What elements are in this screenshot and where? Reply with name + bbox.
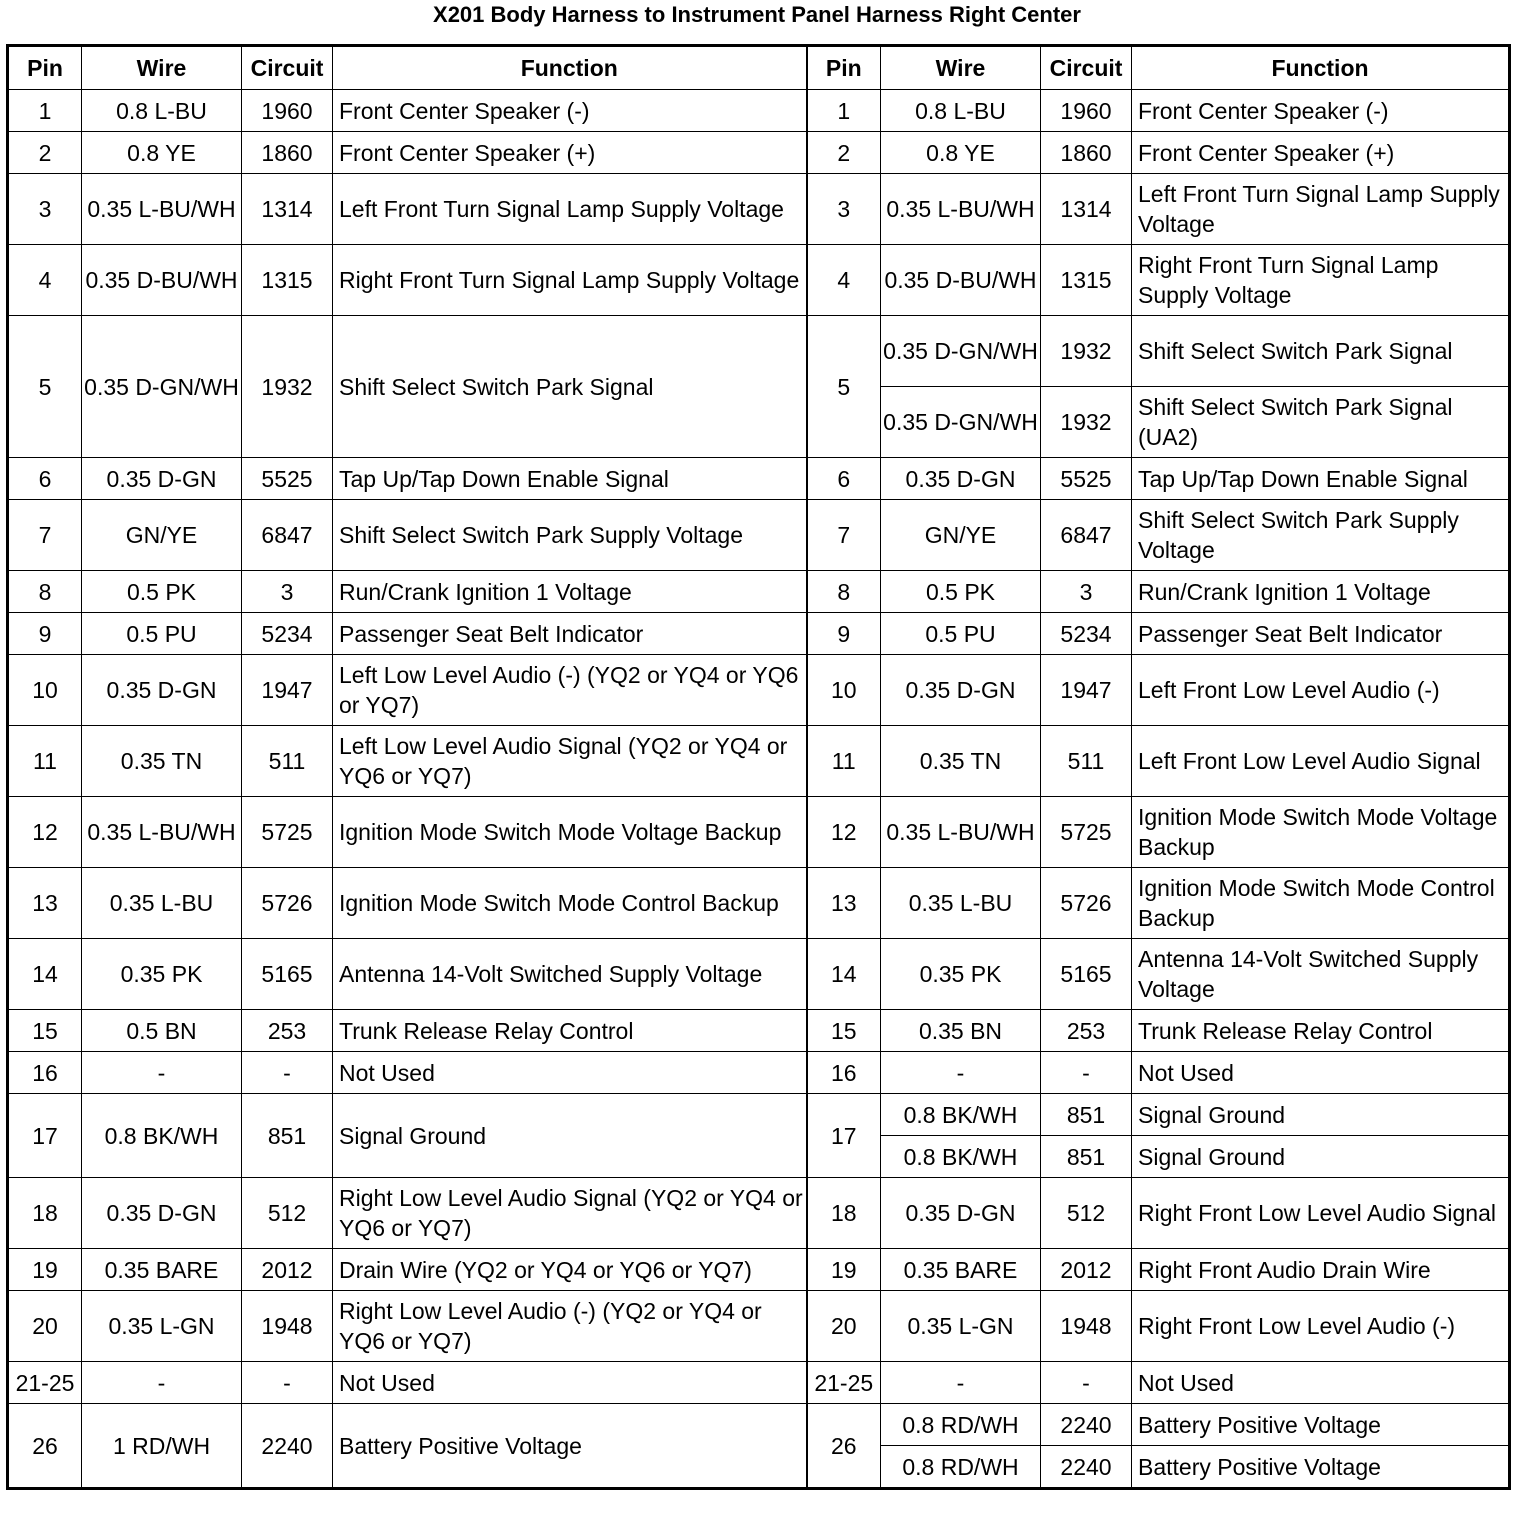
circuit-cell: 1932	[242, 316, 333, 458]
function-cell: Antenna 14-Volt Switched Supply Voltage	[333, 939, 807, 1010]
circuit-cell: -	[1041, 1362, 1132, 1404]
function-cell: Left Low Level Audio Signal (YQ2 or YQ4 or YQ6 or YQ7)	[333, 726, 807, 797]
pin-cell: 1	[8, 90, 82, 132]
pin-cell: 9	[8, 613, 82, 655]
table-row	[8, 939, 1510, 1010]
function-cell: Front Center Speaker (-)	[1132, 90, 1510, 132]
table-row	[8, 1362, 1510, 1404]
table-row	[8, 726, 1510, 797]
function-cell: Tap Up/Tap Down Enable Signal	[1132, 458, 1510, 500]
wire-cell: 0.8 BK/WH	[82, 1094, 242, 1178]
pin-cell: 21-25	[8, 1362, 82, 1404]
circuit-cell: 1948	[1041, 1291, 1132, 1362]
function-cell: Front Center Speaker (+)	[1132, 132, 1510, 174]
circuit-cell: 3	[242, 571, 333, 613]
pin-cell: 12	[8, 797, 82, 868]
function-cell: Right Front Turn Signal Lamp Supply Voltage	[1132, 245, 1510, 316]
function-cell: Drain Wire (YQ2 or YQ4 or YQ6 or YQ7)	[333, 1249, 807, 1291]
wire-cell: 0.35 BARE	[82, 1249, 242, 1291]
pin-cell: 13	[8, 868, 82, 939]
circuit-cell: 1960	[1041, 90, 1132, 132]
pin-cell: 15	[8, 1010, 82, 1052]
wire-cell: 0.8 RD/WH	[881, 1446, 1041, 1489]
circuit-cell: -	[242, 1052, 333, 1094]
wire-cell: 0.35 TN	[881, 726, 1041, 797]
wire-cell: 0.35 D-GN/WH	[82, 316, 242, 458]
wire-cell: 1 RD/WH	[82, 1404, 242, 1489]
circuit-cell: 5726	[242, 868, 333, 939]
header-function-left: Function	[333, 46, 807, 90]
wire-cell: GN/YE	[881, 500, 1041, 571]
table-row	[8, 1291, 1510, 1362]
pin-cell: 5	[807, 316, 881, 458]
wire-cell: 0.35 L-BU/WH	[82, 174, 242, 245]
function-cell: Trunk Release Relay Control	[333, 1010, 807, 1052]
pin-cell: 20	[807, 1291, 881, 1362]
wire-cell: 0.8 RD/WH	[881, 1404, 1041, 1446]
function-cell: Ignition Mode Switch Mode Control Backup	[333, 868, 807, 939]
page-title: X201 Body Harness to Instrument Panel Harness Right Center	[433, 2, 1081, 27]
wire-cell: 0.35 D-BU/WH	[82, 245, 242, 316]
pin-cell: 9	[807, 613, 881, 655]
function-cell: Right Low Level Audio Signal (YQ2 or YQ4 or YQ6 or YQ7)	[333, 1178, 807, 1249]
table-row	[8, 174, 1510, 245]
header-row	[8, 46, 1510, 90]
pin-cell: 4	[807, 245, 881, 316]
wire-cell: 0.35 PK	[881, 939, 1041, 1010]
circuit-cell: 1314	[242, 174, 333, 245]
circuit-cell: 2240	[1041, 1404, 1132, 1446]
wire-cell: 0.35 D-GN	[881, 655, 1041, 726]
connector-pin-table	[6, 44, 1511, 1490]
pin-cell: 13	[807, 868, 881, 939]
function-cell: Battery Positive Voltage	[1132, 1404, 1510, 1446]
table-row	[8, 797, 1510, 868]
pin-cell: 6	[807, 458, 881, 500]
function-cell: Left Front Turn Signal Lamp Supply Voltage	[333, 174, 807, 245]
function-cell: Not Used	[1132, 1362, 1510, 1404]
wire-cell: 0.35 D-GN	[82, 655, 242, 726]
function-cell: Right Front Low Level Audio (-)	[1132, 1291, 1510, 1362]
wire-cell: 0.8 YE	[82, 132, 242, 174]
pin-cell: 4	[8, 245, 82, 316]
circuit-cell: -	[242, 1362, 333, 1404]
circuit-cell: 5165	[242, 939, 333, 1010]
pin-cell: 19	[8, 1249, 82, 1291]
circuit-cell: 1960	[242, 90, 333, 132]
wire-cell: 0.8 BK/WH	[881, 1136, 1041, 1178]
wire-cell: -	[881, 1362, 1041, 1404]
wire-cell: 0.8 BK/WH	[881, 1094, 1041, 1136]
wire-cell: 0.35 TN	[82, 726, 242, 797]
function-cell: Right Front Audio Drain Wire	[1132, 1249, 1510, 1291]
table-row	[8, 458, 1510, 500]
header-wire-left: Wire	[82, 46, 242, 90]
circuit-cell: 851	[1041, 1136, 1132, 1178]
wire-cell: 0.5 PU	[82, 613, 242, 655]
function-cell: Antenna 14-Volt Switched Supply Voltage	[1132, 939, 1510, 1010]
circuit-cell: 1947	[242, 655, 333, 726]
table-row	[8, 1010, 1510, 1052]
pin-cell: 2	[807, 132, 881, 174]
circuit-cell: 2012	[1041, 1249, 1132, 1291]
wire-cell: 0.35 D-GN	[82, 458, 242, 500]
circuit-cell: 2240	[1041, 1446, 1132, 1489]
circuit-cell: 5525	[1041, 458, 1132, 500]
function-cell: Right Front Turn Signal Lamp Supply Voltage	[333, 245, 807, 316]
wire-cell: 0.35 BN	[881, 1010, 1041, 1052]
function-cell: Signal Ground	[333, 1094, 807, 1178]
pin-cell: 3	[8, 174, 82, 245]
pin-cell: 2	[8, 132, 82, 174]
table-row	[8, 571, 1510, 613]
circuit-cell: 1947	[1041, 655, 1132, 726]
table-row	[8, 500, 1510, 571]
wire-cell: 0.8 L-BU	[881, 90, 1041, 132]
circuit-cell: 5165	[1041, 939, 1132, 1010]
circuit-cell: 1948	[242, 1291, 333, 1362]
function-cell: Shift Select Switch Park Supply Voltage	[1132, 500, 1510, 571]
pin-cell: 8	[807, 571, 881, 613]
table-row	[8, 245, 1510, 316]
table-row	[8, 1052, 1510, 1094]
pin-cell: 14	[8, 939, 82, 1010]
header-wire-right: Wire	[881, 46, 1041, 90]
circuit-cell: 3	[1041, 571, 1132, 613]
function-cell: Run/Crank Ignition 1 Voltage	[1132, 571, 1510, 613]
wire-cell: 0.35 D-GN	[82, 1178, 242, 1249]
function-cell: Shift Select Switch Park Signal	[333, 316, 807, 458]
pin-cell: 8	[8, 571, 82, 613]
function-cell: Front Center Speaker (+)	[333, 132, 807, 174]
circuit-cell: 5725	[1041, 797, 1132, 868]
circuit-cell: 1314	[1041, 174, 1132, 245]
function-cell: Ignition Mode Switch Mode Voltage Backup	[1132, 797, 1510, 868]
circuit-cell: 851	[1041, 1094, 1132, 1136]
circuit-cell: -	[1041, 1052, 1132, 1094]
pin-cell: 26	[8, 1404, 82, 1489]
pin-cell: 12	[807, 797, 881, 868]
function-cell: Front Center Speaker (-)	[333, 90, 807, 132]
circuit-cell: 1860	[1041, 132, 1132, 174]
circuit-cell: 1860	[242, 132, 333, 174]
pin-cell: 11	[8, 726, 82, 797]
function-cell: Not Used	[1132, 1052, 1510, 1094]
function-cell: Battery Positive Voltage	[333, 1404, 807, 1489]
pin-cell: 17	[8, 1094, 82, 1178]
function-cell: Signal Ground	[1132, 1136, 1510, 1178]
pin-cell: 7	[807, 500, 881, 571]
circuit-cell: 1315	[242, 245, 333, 316]
pin-cell: 10	[807, 655, 881, 726]
pin-cell: 21-25	[807, 1362, 881, 1404]
header-pin-right: Pin	[807, 46, 881, 90]
pin-cell: 19	[807, 1249, 881, 1291]
function-cell: Run/Crank Ignition 1 Voltage	[333, 571, 807, 613]
table-row	[8, 1404, 1510, 1446]
circuit-cell: 6847	[1041, 500, 1132, 571]
function-cell: Signal Ground	[1132, 1094, 1510, 1136]
function-cell: Ignition Mode Switch Mode Control Backup	[1132, 868, 1510, 939]
function-cell: Not Used	[333, 1362, 807, 1404]
wire-cell: 0.35 L-BU/WH	[82, 797, 242, 868]
function-cell: Left Front Low Level Audio Signal	[1132, 726, 1510, 797]
pin-cell: 17	[807, 1094, 881, 1178]
wire-cell: 0.35 L-BU	[82, 868, 242, 939]
circuit-cell: 511	[1041, 726, 1132, 797]
function-cell: Passenger Seat Belt Indicator	[333, 613, 807, 655]
circuit-cell: 1932	[1041, 387, 1132, 458]
circuit-cell: 511	[242, 726, 333, 797]
function-cell: Shift Select Switch Park Supply Voltage	[333, 500, 807, 571]
pin-cell: 16	[807, 1052, 881, 1094]
table-row	[8, 613, 1510, 655]
function-cell: Passenger Seat Belt Indicator	[1132, 613, 1510, 655]
table-row	[8, 132, 1510, 174]
circuit-cell: 253	[242, 1010, 333, 1052]
wire-cell: 0.35 L-BU/WH	[881, 797, 1041, 868]
wire-cell: 0.35 D-GN	[881, 458, 1041, 500]
wire-cell: 0.5 BN	[82, 1010, 242, 1052]
wire-cell: 0.5 PK	[82, 571, 242, 613]
pin-cell: 7	[8, 500, 82, 571]
header-function-right: Function	[1132, 46, 1510, 90]
table-row	[8, 1178, 1510, 1249]
circuit-cell: 1932	[1041, 316, 1132, 387]
pin-cell: 14	[807, 939, 881, 1010]
table-row	[8, 90, 1510, 132]
function-cell: Not Used	[333, 1052, 807, 1094]
circuit-cell: 851	[242, 1094, 333, 1178]
function-cell: Left Front Low Level Audio (-)	[1132, 655, 1510, 726]
header-pin-left: Pin	[8, 46, 82, 90]
circuit-cell: 6847	[242, 500, 333, 571]
circuit-cell: 5726	[1041, 868, 1132, 939]
wire-cell: -	[82, 1362, 242, 1404]
circuit-cell: 5725	[242, 797, 333, 868]
pin-cell: 18	[807, 1178, 881, 1249]
circuit-cell: 2240	[242, 1404, 333, 1489]
function-cell: Trunk Release Relay Control	[1132, 1010, 1510, 1052]
table-row	[8, 655, 1510, 726]
table-row	[8, 1249, 1510, 1291]
circuit-cell: 253	[1041, 1010, 1132, 1052]
header-circuit-left: Circuit	[242, 46, 333, 90]
wire-cell: 0.35 L-BU	[881, 868, 1041, 939]
pin-cell: 6	[8, 458, 82, 500]
circuit-cell: 5234	[1041, 613, 1132, 655]
pin-cell: 3	[807, 174, 881, 245]
function-cell: Left Low Level Audio (-) (YQ2 or YQ4 or YQ6 or YQ7)	[333, 655, 807, 726]
pin-cell: 15	[807, 1010, 881, 1052]
function-cell: Left Front Turn Signal Lamp Supply Voltage	[1132, 174, 1510, 245]
wire-cell: 0.35 D-GN	[881, 1178, 1041, 1249]
wire-cell: 0.35 L-GN	[82, 1291, 242, 1362]
wire-cell: 0.35 BARE	[881, 1249, 1041, 1291]
function-cell: Shift Select Switch Park Signal	[1132, 316, 1510, 387]
wire-cell: 0.8 YE	[881, 132, 1041, 174]
wire-cell: 0.35 D-GN/WH	[881, 387, 1041, 458]
wire-cell: 0.35 D-GN/WH	[881, 316, 1041, 387]
wire-cell: 0.35 PK	[82, 939, 242, 1010]
wire-cell: 0.5 PK	[881, 571, 1041, 613]
table-row	[8, 1094, 1510, 1136]
function-cell: Right Front Low Level Audio Signal	[1132, 1178, 1510, 1249]
wire-cell: 0.35 L-GN	[881, 1291, 1041, 1362]
pin-cell: 1	[807, 90, 881, 132]
circuit-cell: 5525	[242, 458, 333, 500]
circuit-cell: 1315	[1041, 245, 1132, 316]
function-cell: Shift Select Switch Park Signal (UA2)	[1132, 387, 1510, 458]
pin-cell: 18	[8, 1178, 82, 1249]
pin-cell: 5	[8, 316, 82, 458]
function-cell: Tap Up/Tap Down Enable Signal	[333, 458, 807, 500]
circuit-cell: 2012	[242, 1249, 333, 1291]
wire-cell: GN/YE	[82, 500, 242, 571]
table-row	[8, 316, 1510, 387]
wire-cell: -	[82, 1052, 242, 1094]
header-circuit-right: Circuit	[1041, 46, 1132, 90]
circuit-cell: 5234	[242, 613, 333, 655]
pin-cell: 10	[8, 655, 82, 726]
pin-cell: 11	[807, 726, 881, 797]
function-cell: Ignition Mode Switch Mode Voltage Backup	[333, 797, 807, 868]
circuit-cell: 512	[1041, 1178, 1132, 1249]
wire-cell: 0.35 L-BU/WH	[881, 174, 1041, 245]
wire-cell: -	[881, 1052, 1041, 1094]
table-row	[8, 868, 1510, 939]
wire-cell: 0.8 L-BU	[82, 90, 242, 132]
pin-cell: 16	[8, 1052, 82, 1094]
wire-cell: 0.5 PU	[881, 613, 1041, 655]
circuit-cell: 512	[242, 1178, 333, 1249]
function-cell: Right Low Level Audio (-) (YQ2 or YQ4 or YQ6 or YQ7)	[333, 1291, 807, 1362]
pin-cell: 26	[807, 1404, 881, 1489]
function-cell: Battery Positive Voltage	[1132, 1446, 1510, 1489]
wire-cell: 0.35 D-BU/WH	[881, 245, 1041, 316]
pin-cell: 20	[8, 1291, 82, 1362]
